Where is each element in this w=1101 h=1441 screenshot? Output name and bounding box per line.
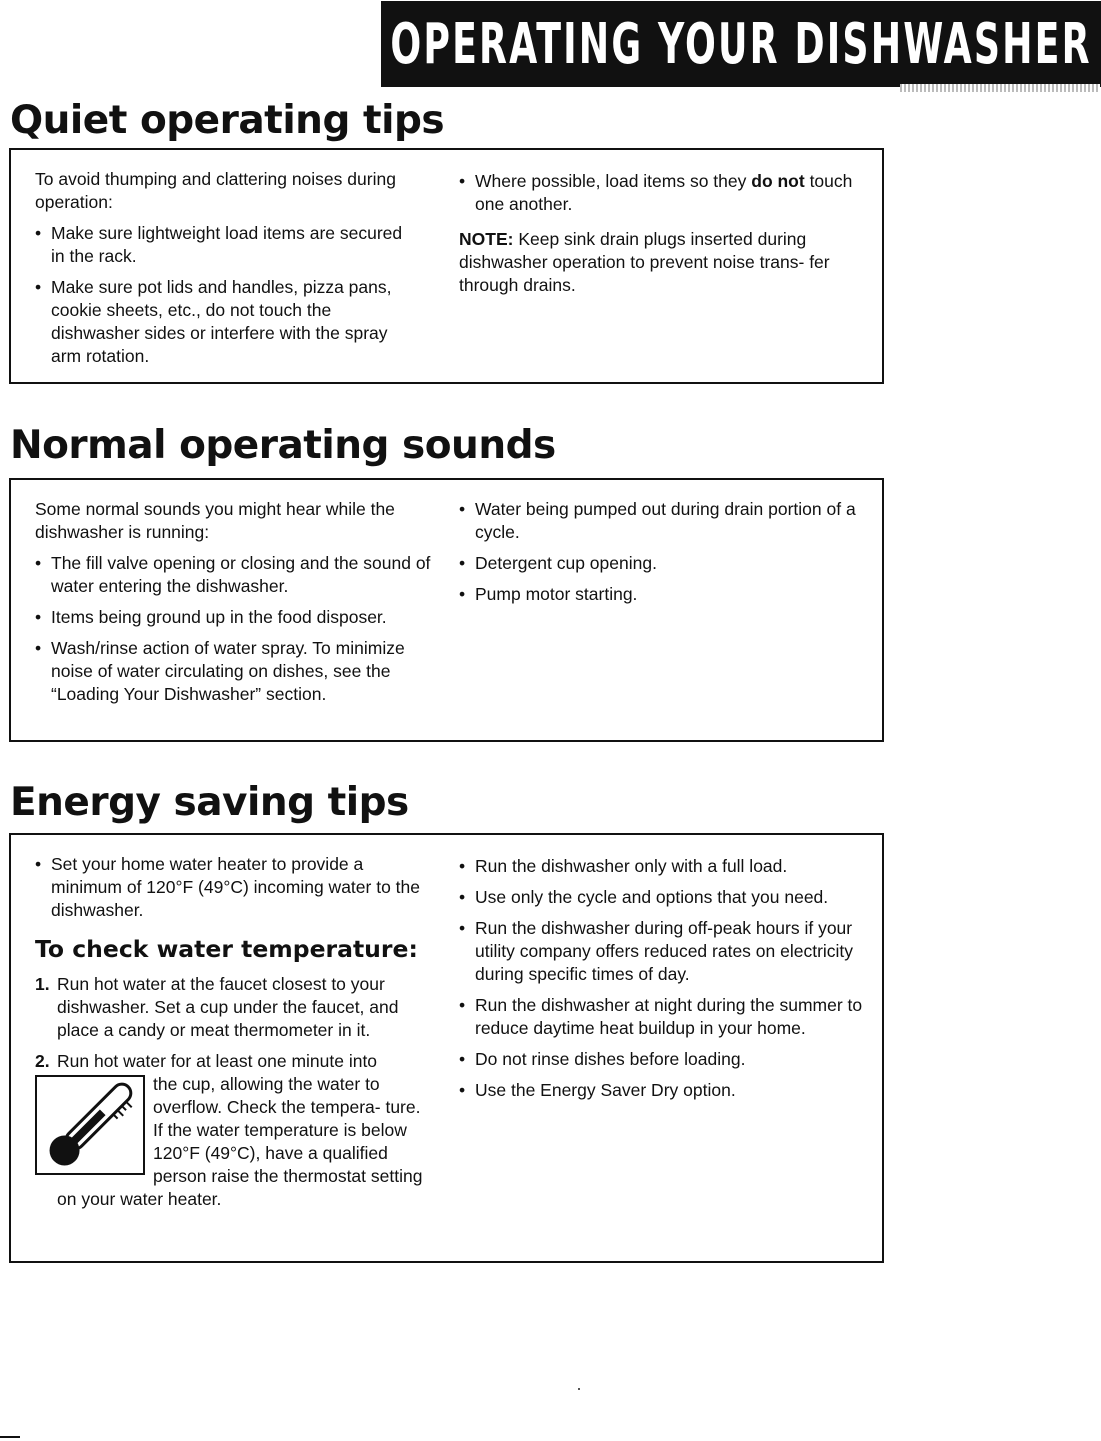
quiet-note — [459, 228, 869, 297]
scan-speck — [578, 1388, 580, 1390]
energy-right-item: • Use only the cycle and options that you need. — [459, 886, 879, 909]
page-header-title: OPERATING YOUR DISHWASHER — [390, 11, 1092, 77]
step-2-text: the cup, allowing the water to overflow. Check the tempera- ture. If the water temperature is below 120°F (49°C), have a qualified person raise the thermostat setting on your water heater. — [57, 1074, 423, 1209]
note-text: Keep sink drain plugs inserted during dishwasher operation to prevent noise trans- fer through drains. — [459, 229, 830, 295]
energy-heading: Energy saving tips — [10, 780, 409, 825]
energy-left-column — [35, 853, 435, 1219]
check-temperature-subheading: To check water temperature: — [35, 935, 418, 963]
normal-item: • Detergent cup opening. — [459, 552, 869, 575]
energy-right-item: • Do not rinse dishes before loading. — [459, 1048, 879, 1071]
normal-heading: Normal operating sounds — [10, 423, 556, 468]
energy-box — [9, 833, 884, 1263]
note-label: NOTE: — [459, 229, 514, 249]
quiet-bullet-3: • Where possible, load items so they do not touch one another. — [459, 170, 869, 216]
header-shadow — [900, 84, 1100, 92]
normal-right-column — [459, 498, 869, 614]
quiet-heading: Quiet operating tips — [10, 98, 445, 143]
normal-item: • Pump motor starting. — [459, 583, 869, 606]
step-2-lead: Run hot water for at least one minute into — [57, 1051, 378, 1071]
normal-item: • Wash/rinse action of water spray. To minimize noise of water circulating on dishes, see the “Loading Your Dishwasher” section. — [35, 637, 440, 706]
normal-item: • Items being ground up in the food disposer. — [35, 606, 440, 629]
energy-right-column — [459, 855, 879, 1110]
normal-item: • Water being pumped out during drain portion of a cycle. — [459, 498, 869, 544]
energy-bullet-1: • Set your home water heater to provide a minimum of 120°F (49°C) incoming water to the dishwasher. — [35, 853, 435, 922]
quiet-intro: To avoid thumping and clattering noises during operation: — [35, 169, 396, 212]
quiet-bullet-2: • Make sure pot lids and handles, pizza pans, cookie sheets, etc., do not touch the dishwasher sides or interfere with the spray arm rotation. — [35, 276, 415, 368]
energy-right-item: • Use the Energy Saver Dry option. — [459, 1079, 879, 1102]
step-2 — [35, 1050, 435, 1211]
normal-intro: Some normal sounds you might hear while the dishwasher is running: — [35, 499, 395, 542]
energy-right-item: • Run the dishwasher only with a full load. — [459, 855, 879, 878]
quiet-left-column — [35, 168, 415, 376]
step-1-number: 1. — [35, 974, 50, 994]
normal-left-column — [35, 498, 440, 714]
page-header-banner — [381, 1, 1101, 87]
quiet-right-column — [459, 170, 869, 305]
thermometer-icon — [35, 1075, 145, 1175]
step-1-text: Run hot water at the faucet closest to your dishwasher. Set a cup under the faucet, and place a candy or meat thermometer in it. — [57, 974, 399, 1040]
energy-right-item: • Run the dishwasher during off-peak hours if your utility company offers reduced rates on electricity during specific times of day. — [459, 917, 879, 986]
energy-right-item: • Run the dishwasher at night during the summer to reduce daytime heat buildup in your home. — [459, 994, 879, 1040]
step-1 — [35, 973, 435, 1042]
step-2-number: 2. — [35, 1051, 50, 1071]
normal-box — [9, 478, 884, 742]
quiet-bullet-1: • Make sure lightweight load items are secured in the rack. — [35, 222, 415, 268]
scan-mark — [0, 1436, 20, 1438]
quiet-box — [9, 148, 884, 384]
normal-item: • The fill valve opening or closing and the sound of water entering the dishwasher. — [35, 552, 440, 598]
